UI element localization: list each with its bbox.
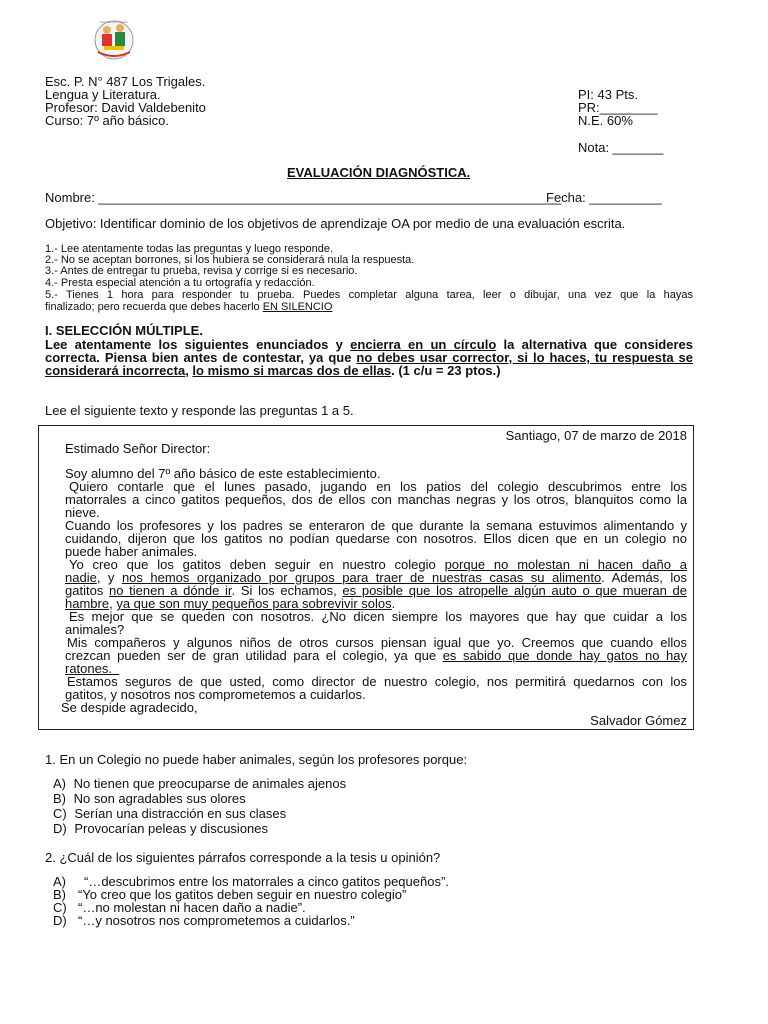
section-line-3d: . (1 c/u = 23 ptos.) [391,363,501,378]
q2-option-a-letter: A) [53,874,66,889]
letter-p7-line1: Estamos seguros de que usted, como director de nuestro colegio, nos permitirá quedarnos con los [67,674,687,689]
section-line-2b: no debes usar corrector, si lo haces, tu respuesta se [356,350,693,365]
score-pi: PI: 43 Pts. [578,87,638,102]
letter-p6-line1: Mis compañeros y algunos niños de otros cursos piensan igual que yo. Creemos que cuando ellos [67,635,687,650]
section-line-1b: encierra en un círculo [350,337,497,352]
q1-option-a-text: No tienen que preocuparse de animales ajenos [73,776,347,791]
section-line-3b: , [185,363,193,378]
letter-p7-line2: gatitos, y nosotros nos comprometemos a cuidarlos. [65,687,366,702]
section-title: I. SELECCIÓN MÚLTIPLE. [45,323,203,338]
instruction-4: 4.- Presta especial atención a tu ortografía y redacción. [45,277,315,289]
instruction-1: 1.- Lee atentamente todas las preguntas y luego responde. [45,243,334,255]
letter-p4-4b: , [109,596,117,611]
q2-option-b-letter: B) [53,887,66,902]
score-nota: Nota: _______ [578,140,664,155]
letter-date: Santiago, 07 de marzo de 2018 [505,428,687,443]
letter-p3-line1: Cuando los profesores y los padres se enteraron de que durante la semana estuvimos alimentando y [65,518,687,533]
letter-p6-line2 [65,648,687,663]
letter-p5-line2: animales? [65,622,125,637]
section-line-1a: Lee atentamente los siguientes enunciados y [45,337,351,352]
section-line-2a: correcta. Piensa bien antes de contestar, ya que [45,350,357,365]
instruction-2: 2.- No se aceptan borrones, si los hubiera se considerará nula la respuesta. [45,254,415,266]
school-logo [86,18,142,64]
instruction-5: 5.- Tienes 1 hora para responder tu prueba. Puedes completar alguna tarea, leer o dibujar, una vez que la hayas [45,289,693,301]
section-line-1c: la alternativa que consideres [496,337,693,352]
instruction-5-text: finalizado; pero recuerda que debes hacerlo [45,301,260,313]
letter-signature: Salvador Gómez [590,713,687,728]
letter-p1: Soy alumno del 7º año básico de este establecimiento. [65,466,381,481]
letter-closing: Se despide agradecido, [61,700,198,715]
letter-p4-3b: no tienen a dónde ir [109,583,232,598]
q1-option-c-letter: C) [53,806,67,821]
letter-p4-4a: hambre [65,596,110,611]
letter-p4-3d: es posible que los atropelle algún auto o que mueran de [342,583,687,598]
objective: Objetivo: Identificar dominio de los objetivos de aprendizaje OA por medio de una evaluación escrita. [45,216,626,231]
letter-p4-4c: ya que son muy pequeños para sobrevivir solos [116,596,392,611]
letter-p6-line3: ratones. [65,661,120,676]
q1-option-b[interactable] [53,791,246,806]
instruction-3: 3.- Antes de entregar tu prueba, revisa y corrige si es necesario. [45,265,358,277]
letter-p2-line1: Quiero contarle que el lunes pasado, jugando en los patios del colegio descubrimos entre los [69,479,687,494]
letter-p4-4d: . [391,596,396,611]
section-line-3a: considerará incorrecta [45,363,186,378]
section-line-3 [45,363,501,378]
q2-option-d-text: “…y nosotros nos comprometemos a cuidarlos.” [78,913,355,928]
letter-p4-3a: gatitos [65,583,109,598]
letter-p6-2a: crezcan pueden ser de gran utilidad para el colegio, ya que [65,648,443,663]
q2-option-a-text: “…descubrimos entre los matorrales a cinco gatitos pequeños”. [84,874,449,889]
letter-p3-line3: puede haber animales. [65,544,198,559]
score-pr: PR:________ [578,100,658,115]
q2-option-c-text: “…no molestan ni hacen daño a nadie”. [78,900,306,915]
school-logo-caption: Escuela Los Trigales [100,20,128,24]
q1-option-d-text: Provocarían peleas y discusiones [74,821,269,836]
letter-p3-line2: cuidando, dijeron que los gatitos no podían quedarse con nosotros. Ellos dicen que en un colegio no [65,531,687,546]
q2-option-b-text: “Yo creo que los gatitos deben seguir en nuestro colegio” [78,887,407,902]
date-field[interactable]: Fecha: __________ [546,190,662,205]
page-title: EVALUACIÓN DIAGNÓSTICA. [287,165,471,180]
q1-option-b-letter: B) [53,791,66,806]
name-field[interactable]: Nombre: ________________________________________________________________ [45,190,562,205]
question-2: 2. ¿Cuál de los siguientes párrafos corresponde a la tesis u opinión? [45,850,441,865]
q1-option-c-text: Serían una distracción en sus clases [74,806,287,821]
letter-p6-2b: es sabido que donde hay gatos no hay [442,648,687,663]
letter-box [38,425,694,730]
instruction-5-cont [45,301,332,313]
teacher: Profesor: David Valdebenito [45,100,206,115]
q1-option-a[interactable] [53,776,346,791]
section-line-3c: lo mismo si marcas dos de ellas [192,363,392,378]
letter-greeting: Estimado Señor Director: [65,441,211,456]
letter-p4-2a: nadie [65,570,97,585]
q1-option-d[interactable] [53,821,268,836]
school-name: Esc. P. N° 487 Los Trigales. [45,74,206,89]
letter-p4-3c: . Si los echamos, [231,583,343,598]
letter-p4-2c: nos hemos organizado por grupos para traer de nuestras casas su alimento [121,570,602,585]
letter-p4-1a: Yo creo que los gatitos deben seguir en nuestro colegio [69,557,445,572]
silence-emphasis: EN SILENCIO [262,301,333,313]
q2-option-d-letter: D) [53,913,67,928]
subject: Lengua y Literatura. [45,87,161,102]
course: Curso: 7º año básico. [45,113,169,128]
letter-p4-2b: , y [96,570,122,585]
q1-option-d-letter: D) [53,821,67,836]
letter-p2-line3: nieve. [65,505,100,520]
q1-option-b-text: No son agradables sus olores [73,791,246,806]
read-prompt: Lee el siguiente texto y responde las preguntas 1 a 5. [45,403,354,418]
q1-option-c[interactable] [53,806,286,821]
letter-p4-2d: . Además, los [601,570,687,585]
letter-p2-line2: matorrales a cinco gatitos pequeños, dos de ellos con manchas negras y los otros, blanquitos como la [65,492,687,507]
letter-p5-line1: Es mejor que se queden con nosotros. ¿No dicen siempre los mayores que hay que cuidar a los [69,609,687,624]
q2-option-d[interactable] [53,913,355,928]
q1-option-a-letter: A) [53,776,66,791]
question-1: 1. En un Colegio no puede haber animales, según los profesores porque: [45,752,468,767]
score-ne: N.E. 60% [578,113,633,128]
q2-option-c-letter: C) [53,900,67,915]
letter-p4-1b: porque no molestan ni hacen daño a [444,557,687,572]
